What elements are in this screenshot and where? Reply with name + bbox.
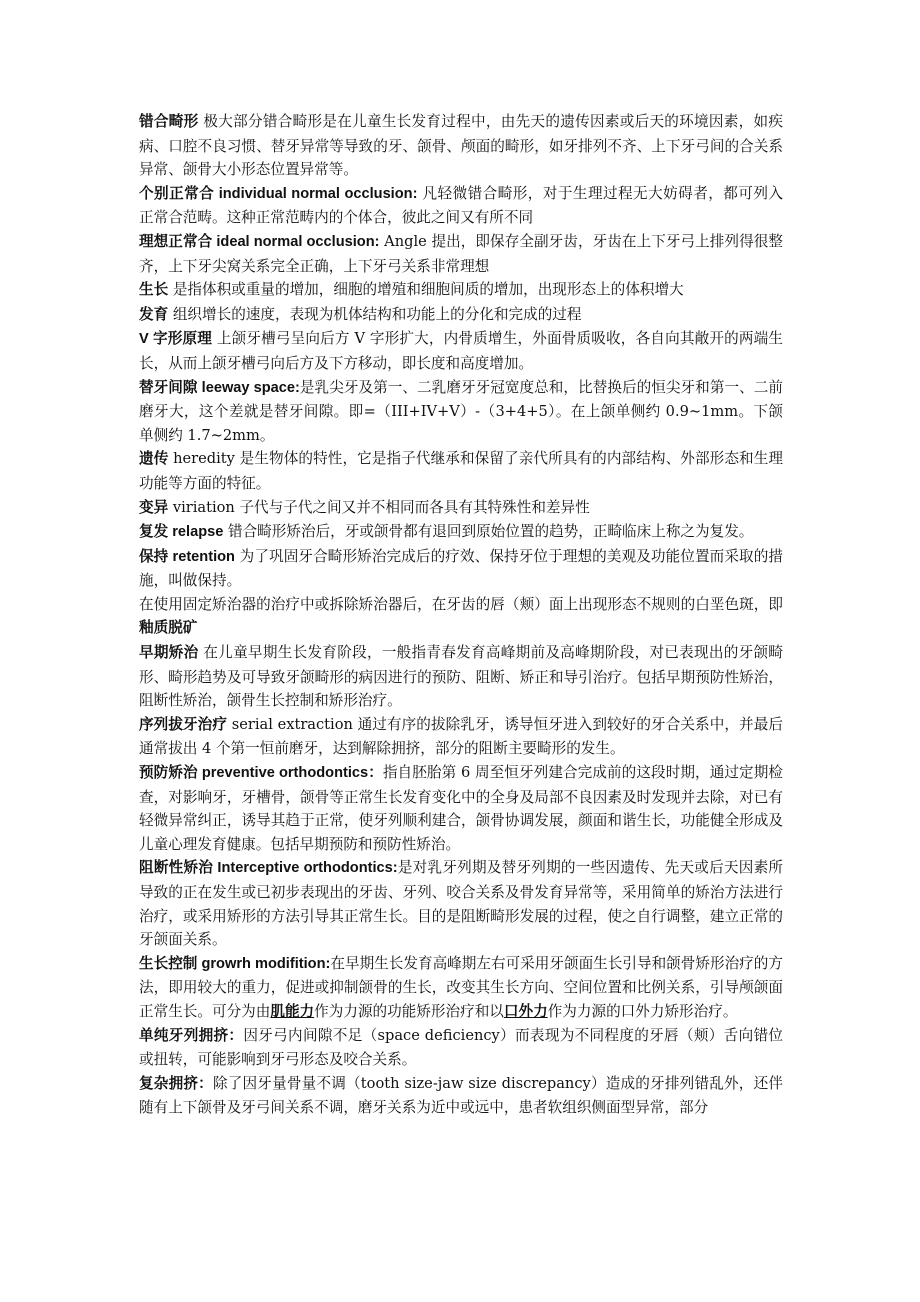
entry-individual-normal-occlusion (139, 182, 783, 230)
entry-term: 错合畸形 (139, 114, 199, 130)
entry-heredity (139, 447, 783, 495)
entry-term: V 字形原理 (139, 331, 213, 348)
entry-growth-modification (139, 952, 783, 1024)
entry-preventive-orthodontics (139, 761, 783, 856)
entry-malocclusion (139, 110, 783, 182)
entry-term: 釉质脱矿 (139, 620, 198, 637)
entry-term: 遗传 (139, 451, 169, 468)
entry-term: 阻断性矫治 Interceptive orthodontics: (139, 860, 398, 877)
entry-body: 组织增长的速度，表现为机体结构和功能上的分化和完成的过程 (168, 305, 582, 323)
entry-serial-extraction (139, 713, 783, 761)
entry-term: 单纯牙列拥挤： (139, 1027, 244, 1044)
entry-body: 作为力源的口外力矫形治疗。 (547, 1002, 738, 1020)
entry-variation (139, 496, 783, 521)
underlined-term: 肌能力 (270, 1002, 315, 1020)
entry-complex-crowding (139, 1072, 783, 1120)
entry-body: 因牙弓内间隙不足（space deficiency）而表现为不同程度的牙唇（颊）舌向错位或扭转，可能影响到牙弓形态及咬合关系。 (139, 1026, 783, 1069)
entry-retention (139, 545, 783, 593)
entry-ideal-normal-occlusion (139, 230, 783, 278)
entry-term: 个别正常合 individual normal occlusion: (139, 185, 418, 202)
entry-simple-crowding (139, 1024, 783, 1072)
entry-term: 序列拔牙治疗 (139, 716, 228, 733)
entry-term: 早期矫治 (139, 645, 199, 662)
entry-relapse (139, 520, 783, 545)
entry-body: 在使用固定矫治器的治疗中或拆除矫治器后，在牙齿的唇（颊）面上出现形态不规则的白垩色斑，即 (139, 595, 783, 613)
entry-body: serial extraction 通过有序的拔除乳牙，诱导恒牙进入到较好的牙合关系中，并最后通常拔出 4 个第一恒前磨牙，达到解除拥挤，部分的阻断主要畸形的发生。 (139, 715, 783, 758)
entry-body: Angle 提出，即保存全副牙齿，牙齿在上下牙弓上排列得很整齐，上下牙尖窝关系完全正确，上下牙弓关系非常理想 (139, 232, 783, 275)
entry-growth (139, 278, 783, 303)
entry-body: 是指体积或重量的增加，细胞的增殖和细胞间质的增加，出现形态上的体积增大 (168, 281, 684, 299)
entry-body: 凡轻微错合畸形，对于生理过程无大妨碍者，都可列入正常合范畴。这种正常范畴内的个体合，彼此之间又有所不同 (139, 184, 783, 227)
entry-body: 指自胚胎第 6 周至恒牙列建合完成前的这段时期，通过定期检查，对影响牙，牙槽骨，颌骨等正常生长发育变化中的全身及局部不良因素及时发现并去除，对已有轻微异常纠正，诱导其趋于正常，使牙列顺利建合，颌骨协调发展，颜面和谐生长，功能健全形成及儿童心理发育健康。包括早期预防和预防性矫治。 (139, 764, 783, 853)
entry-body: 在早期生长发育高峰期左右可采用牙颌面生长引导和颌骨矫形治疗的方法，即用较大的重力，促进或抑制颌骨的生长，改变其生长方向、空间位置和比例关系，引导颅颌面正常生长。可分为由 (139, 954, 783, 1020)
entry-body: 极大部分错合畸形是在儿童生长发育过程中，由先天的遗传因素或后天的环境因素，如疾病、口腔不良习惯、替牙异常等导致的牙、颌骨、颅面的畸形，如牙排列不齐、上下牙弓间的合关系异常、颌骨大小形态位置异常等。 (139, 113, 783, 179)
entry-term: 生长 (139, 282, 169, 299)
entry-body: 错合畸形矫治后，牙或颌骨都有退回到原始位置的趋势，正畸临床上称之为复发。 (223, 523, 754, 541)
entry-development (139, 303, 783, 328)
entry-body: 是对乳牙列期及替牙列期的一些因遗传、先天或后天因素所导致的正在发生或已初步表现出的牙齿、牙列、咬合关系及骨发育异常等，采用简单的矫治方法进行治疗，或采用矫形的方法引导其正常生长。目的是阻断畸形发展的过程，使之自行调整，建立正常的牙颌面关系。 (139, 859, 783, 949)
entry-term: 生长控制 growrh modifition: (139, 955, 331, 972)
entry-v-principle (139, 327, 783, 375)
document-page (139, 110, 783, 1120)
entry-body: 为了巩固牙合畸形矫治完成后的疗效、保持牙位于理想的美观及功能位置而采取的措施，叫做保持。 (139, 547, 783, 590)
entry-body: 除了因牙量骨量不调（tooth size-jaw size discrepancy）造成的牙排列错乱外，还伴随有上下颌骨及牙弓间关系不调，磨牙关系为近中或远中，患者软组织侧面型异常，部分 (139, 1074, 783, 1117)
entry-body: 是乳尖牙及第一、二乳磨牙牙冠宽度总和，比替换后的恒尖牙和第一、二前磨牙大，这个差就是替牙间隙。即=（III+IV+V）-（3+4+5）。在上颌单侧约 0.9~1mm。下颌单侧约 1.7~2mm。 (139, 378, 783, 444)
entry-term: 复杂拥挤： (139, 1075, 213, 1092)
entry-term: 保持 retention (139, 548, 235, 565)
entry-body: heredity 是生物体的特性，它是指子代继承和保留了亲代所具有的内部结构、外部形态和生理功能等方面的特征。 (139, 450, 783, 492)
entry-term: 预防矫治 preventive orthodontics： (139, 765, 383, 782)
entry-enamel-decalcification (139, 593, 783, 641)
entry-body: 上颌牙槽弓呈向后方 V 字形扩大，内骨质增生，外面骨质吸收，各自向其敞开的两端生长，从而上颌牙槽弓向后方及下方移动，即长度和高度增加。 (139, 330, 783, 372)
entry-interceptive-orthodontics (139, 856, 783, 951)
entry-term: 变异 (139, 499, 169, 516)
entry-term: 复发 relapse (139, 524, 224, 541)
entry-body: 在儿童早期生长发育阶段，一般指青春发育高峰期前及高峰期阶段，对已表现出的牙颌畸形、畸形趋势及可导致牙颌畸形的病因进行的预防、阻断、矫正和导引治疗。包括早期预防性矫治，阻断性矫治，颌骨生长控制和矫形治疗。 (139, 644, 783, 710)
entry-body: 作为力源的功能矫形治疗和以 (314, 1002, 504, 1020)
entry-term: 理想正常合 ideal normal occlusion: (139, 233, 380, 250)
entry-term: 替牙间隙 leeway space: (139, 379, 300, 396)
underlined-term: 口外力 (503, 1002, 548, 1020)
entry-early-treatment (139, 641, 783, 713)
entry-leeway-space (139, 376, 783, 448)
entry-term: 发育 (139, 306, 169, 323)
entry-body: viriation 子代与子代之间又并不相同而各具有其特殊性和差异性 (168, 498, 590, 516)
